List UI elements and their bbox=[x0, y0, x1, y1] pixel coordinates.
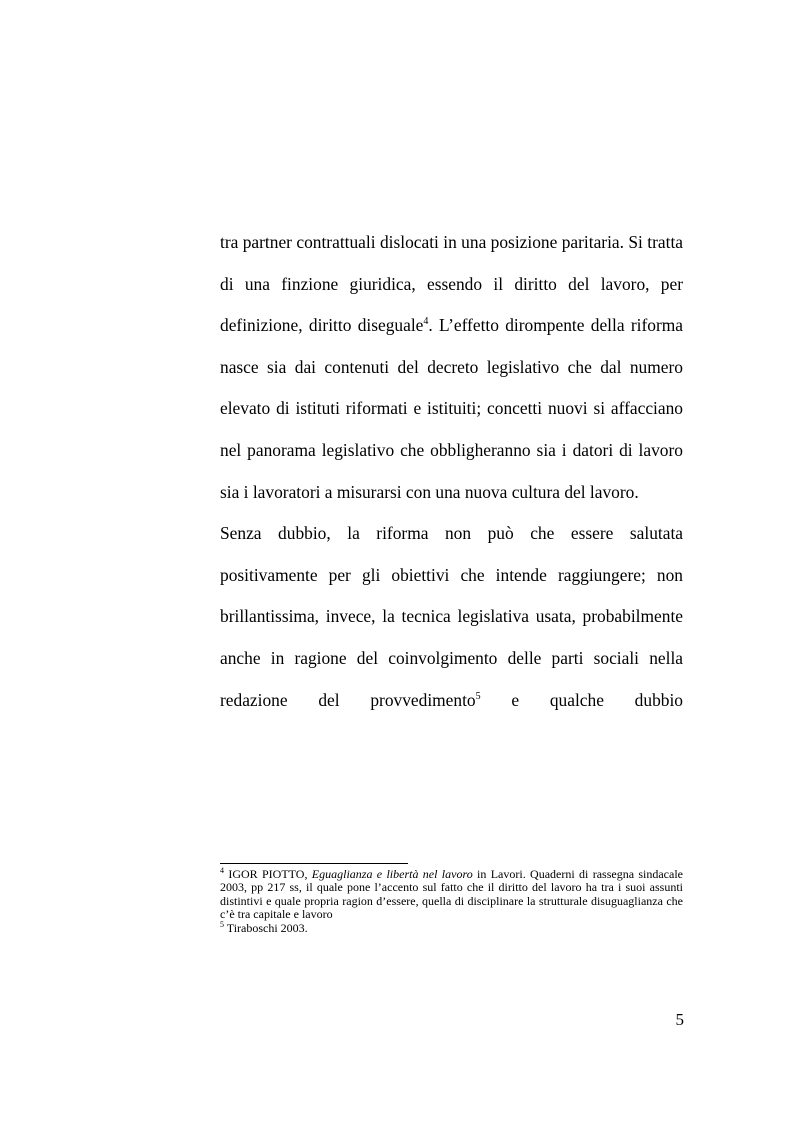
footnote-separator bbox=[220, 863, 408, 864]
footnote-number: 4 bbox=[220, 866, 224, 875]
footnote-5 bbox=[220, 919, 683, 935]
footnote-5-text-1: Tiraboschi 2003. bbox=[224, 920, 308, 935]
footnote-4-text-1: IGOR PIOTTO, bbox=[224, 867, 312, 881]
paragraph-2-text-1: Senza dubbio, la riforma non può che essere salutata positivamente per gli obiettivi che intende raggiungere; non brillantissima, invece, la tecnica legislativa usata, probabilmente anche in ragione del coinvolgimento delle parti sociali nella redazione del provvedimento bbox=[220, 523, 683, 710]
paragraph-2 bbox=[220, 513, 683, 721]
footnote-4-title: Eguaglianza e libertà nel lavoro bbox=[311, 867, 473, 881]
footnote-ref-4[interactable]: 4 bbox=[423, 316, 429, 328]
footnote-ref-5[interactable]: 5 bbox=[475, 690, 481, 702]
footnote-number: 5 bbox=[220, 919, 224, 929]
paragraph-1-text-2: . L’effetto dirompente della riforma nasce sia dai contenuti del decreto legislativo che dal numero elevato di istituti riformati e istituiti; concetti nuovi si affacciano nel panorama legislativo che obbligheranno sia i datori di lavoro sia i lavoratori a misurarsi con una nuova cultura del lavoro. bbox=[220, 315, 684, 502]
footnote-4 bbox=[220, 868, 683, 922]
paragraph-1-text-1: tra partner contrattuali dislocati in una posizione paritaria. Si tratta di una finzione giuridica, essendo il diritto del lavoro, per definizione, diritto diseguale bbox=[220, 232, 683, 336]
body-text bbox=[220, 222, 683, 721]
paragraph-2-text-2: e qualche dubbio bbox=[480, 689, 683, 710]
footnote-4-text-2: in Lavori. Quaderni di rassegna sindacale 2003, pp 217 ss, il quale pone l’accento sul fatto che il diritto del lavoro ha tra i suoi assunti distintivi e quale propria ragion d’essere, quella di disciplinare la strutturale disuguaglianza che c’è tra capitale e lavoro bbox=[220, 867, 683, 922]
page-number: 5 bbox=[675, 1010, 684, 1029]
footnotes bbox=[220, 868, 683, 935]
paragraph-1 bbox=[220, 222, 683, 513]
